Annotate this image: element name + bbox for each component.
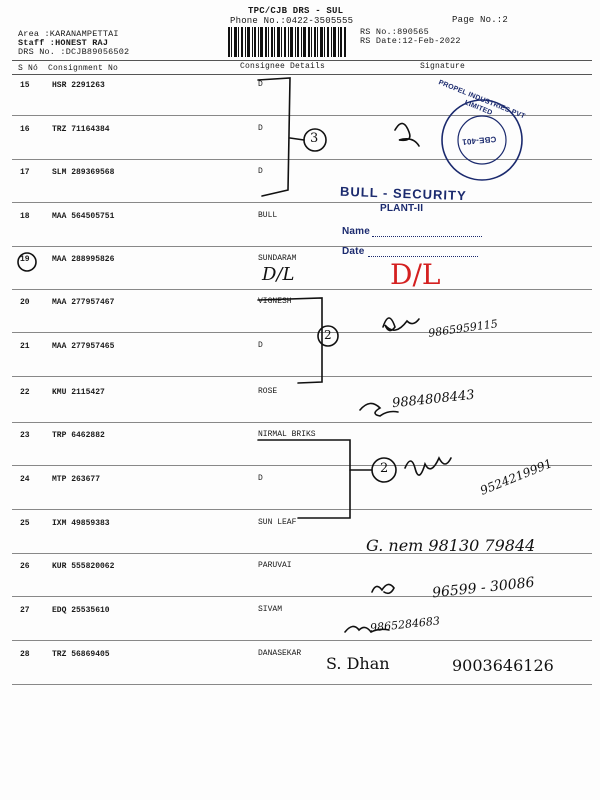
dl-note: D/L bbox=[262, 264, 295, 285]
name-label: Name bbox=[342, 226, 371, 237]
row-sno: 24 bbox=[20, 475, 30, 484]
row-consignee: D bbox=[258, 124, 263, 133]
signature-28-phone: 9003646126 bbox=[452, 656, 554, 675]
row-consignee: NIRMAL BRIKS bbox=[258, 430, 316, 439]
signature-24 bbox=[405, 458, 451, 475]
row-sno: 20 bbox=[20, 298, 30, 307]
row-consignment-no: KMU 2115427 bbox=[52, 388, 105, 397]
bracket-20-21 bbox=[258, 298, 322, 383]
row-sno: 25 bbox=[20, 519, 30, 528]
signature-28-name: S. Dhan bbox=[326, 654, 390, 673]
col-sno: S Nó bbox=[18, 64, 39, 73]
row-consignee: PARUVAI bbox=[258, 561, 292, 570]
security-stamp-title: BULL - SECURITY bbox=[339, 183, 467, 204]
staff-field: Staff :HONEST RAJ bbox=[18, 38, 109, 48]
row-19-circle bbox=[18, 253, 36, 271]
row-consignee: BULL bbox=[258, 211, 278, 220]
doc-title: TPC/CJB DRS - SUL bbox=[248, 6, 344, 16]
signature-16 bbox=[395, 123, 419, 146]
row-consignment-no: TRZ 71164384 bbox=[52, 125, 110, 134]
col-consignment: Consignment No bbox=[48, 64, 119, 73]
row-consignee: D bbox=[258, 80, 263, 89]
bracket-23-24 bbox=[258, 440, 350, 518]
row-consignment-no: MAA 564505751 bbox=[52, 212, 115, 221]
row-consignee: VIGNESH bbox=[258, 297, 292, 306]
row-consignment-no: SLM 289369568 bbox=[52, 168, 115, 177]
group-number-2a: 2 bbox=[324, 328, 332, 342]
date-line bbox=[368, 256, 478, 257]
signature-20 bbox=[383, 318, 419, 331]
security-stamp-sub: PLANT-II bbox=[380, 203, 424, 214]
row-consignee: SIVAM bbox=[258, 605, 283, 614]
col-consignee: Consignee Details bbox=[240, 62, 326, 71]
seal-code: CBE-401 bbox=[461, 134, 497, 147]
row-sno: 26 bbox=[20, 562, 30, 571]
row-consignment-no: HSR 2291263 bbox=[52, 81, 105, 90]
signature-24-phone: 9524219991 bbox=[478, 456, 555, 498]
row-sno: 17 bbox=[20, 168, 30, 177]
row-sno: 27 bbox=[20, 606, 30, 615]
row-sno: 19 bbox=[20, 255, 30, 264]
dl-red-note: D/L bbox=[390, 258, 441, 291]
rs-number: RS No.:890565 bbox=[360, 27, 429, 37]
row-sno: 23 bbox=[20, 431, 30, 440]
row-sno: 21 bbox=[20, 342, 30, 351]
row-consignee: SUN LEAF bbox=[258, 518, 297, 527]
date-label: Date bbox=[342, 246, 365, 257]
row-consignment-no: TRZ 56869405 bbox=[52, 650, 110, 659]
row-consignment-no: MAA 277957465 bbox=[52, 342, 115, 351]
col-signature: Signature bbox=[420, 62, 466, 71]
page-number: Page No.:2 bbox=[452, 15, 509, 25]
row-consignment-no: MAA 288995826 bbox=[52, 255, 115, 264]
row-sno: 18 bbox=[20, 212, 30, 221]
row-consignee: D bbox=[258, 341, 263, 350]
seal-company: PROPEL INDUSTRIES PVT LIMITED bbox=[437, 79, 526, 121]
name-line bbox=[372, 236, 482, 237]
rs-date: RS Date:12-Feb-2022 bbox=[360, 36, 461, 46]
phone-number: Phone No.:0422-3505555 bbox=[230, 16, 354, 26]
drs-number: DRS No. :DCJB89056502 bbox=[18, 47, 130, 57]
signature-22-phone: 9884808443 bbox=[391, 387, 476, 412]
area-field: Area :KARANAMPETTAI bbox=[18, 29, 119, 39]
row-consignee: ROSE bbox=[258, 387, 278, 396]
row-sno: 15 bbox=[20, 81, 30, 90]
row-consignment-no: MAA 277957467 bbox=[52, 298, 115, 307]
row-consignee: DANASEKAR bbox=[258, 649, 302, 658]
row-consignee: D bbox=[258, 474, 263, 483]
signature-25: G. nem 98130 79844 bbox=[366, 536, 536, 555]
row-consignee: D bbox=[258, 167, 263, 176]
signature-26-phone: 96599 - 30086 bbox=[431, 574, 536, 602]
row-sno: 22 bbox=[20, 388, 30, 397]
row-sno: 16 bbox=[20, 125, 30, 134]
bracket-15-17 bbox=[258, 78, 290, 196]
row-consignment-no: MTP 263677 bbox=[52, 475, 101, 484]
signature-26 bbox=[372, 584, 394, 593]
group-number-2b: 2 bbox=[380, 461, 389, 476]
row-consignment-no: EDQ 25535610 bbox=[52, 606, 110, 615]
row-consignment-no: IXM 49859383 bbox=[52, 519, 110, 528]
row-consignee: SUNDARAM bbox=[258, 254, 297, 263]
signature-27-phone: 9865284683 bbox=[369, 614, 441, 635]
row-sno: 28 bbox=[20, 650, 30, 659]
row-consignment-no: KUR 555820062 bbox=[52, 562, 115, 571]
group-number-3: 3 bbox=[310, 131, 319, 146]
row-consignment-no: TRP 6462882 bbox=[52, 431, 105, 440]
signature-20-phone: 9865959115 bbox=[427, 317, 499, 340]
